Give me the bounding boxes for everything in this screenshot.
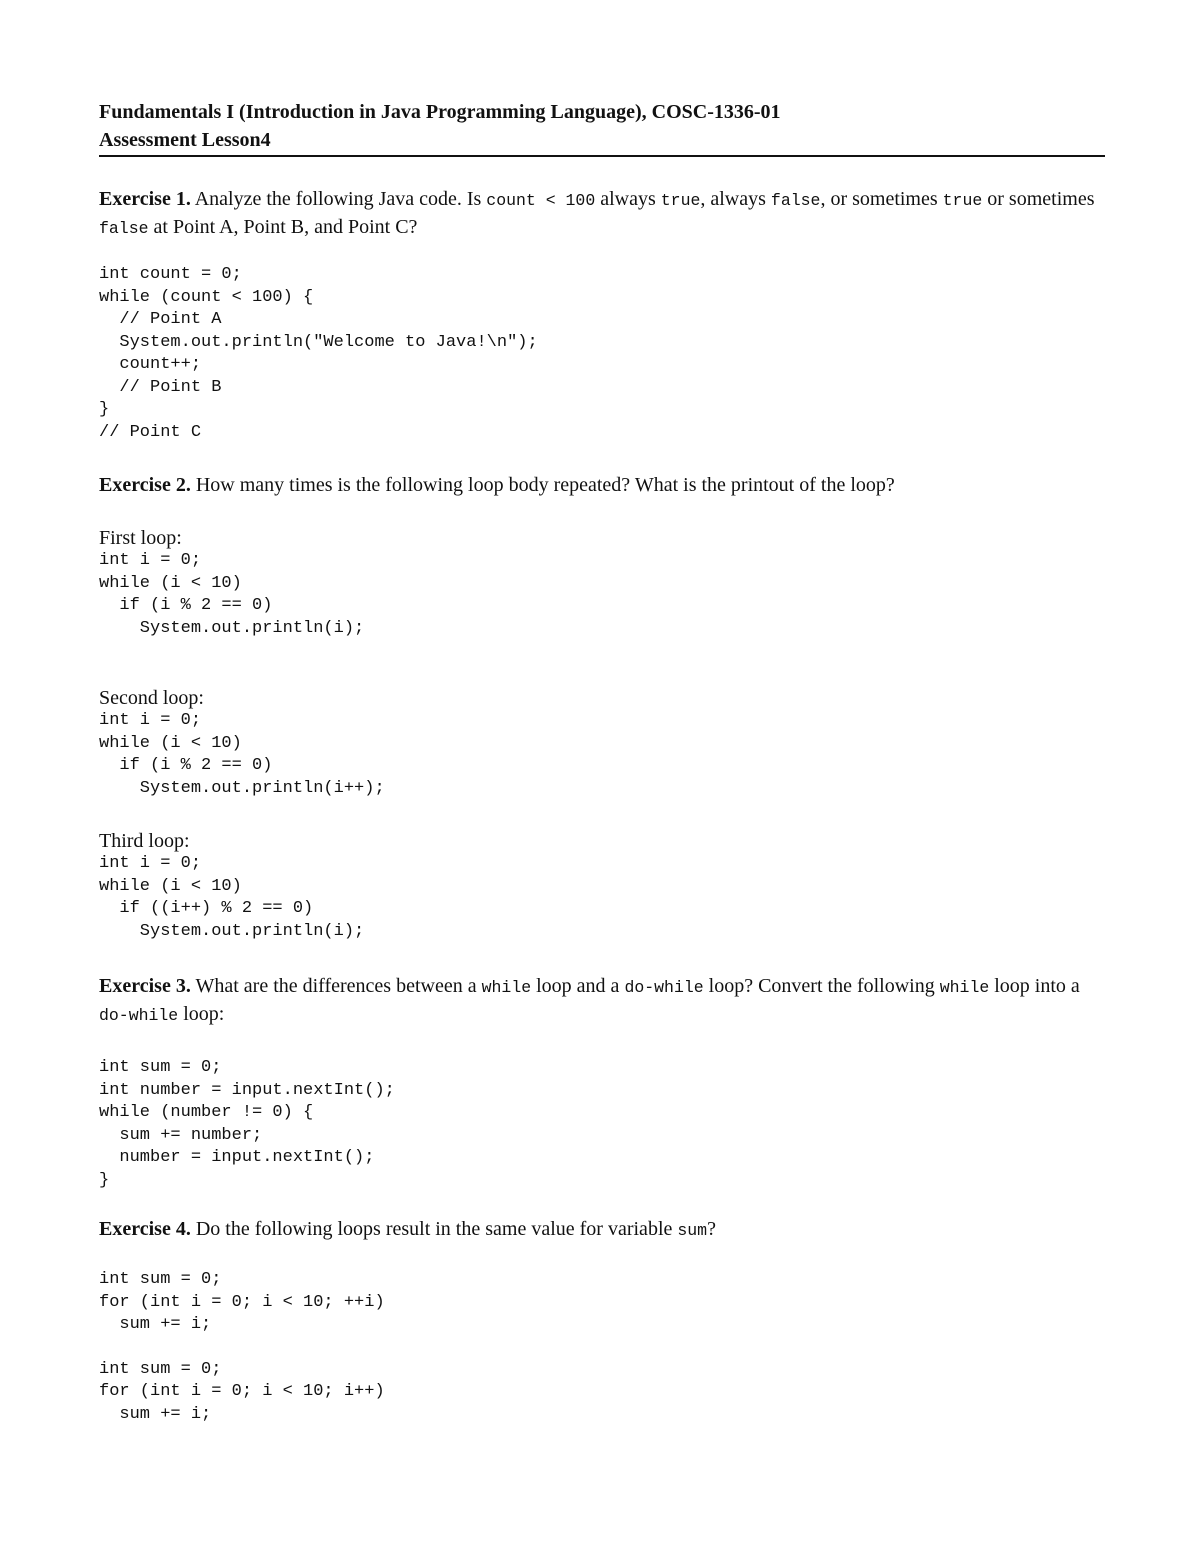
exercise-3-code: int sum = 0; int number = input.nextInt(); while (number != 0) { sum += number; number = input.nextInt(); }	[99, 1058, 395, 1190]
exercise-2-label: Exercise 2.	[99, 474, 191, 496]
exercise-1-label: Exercise 1.	[99, 188, 191, 210]
inline-code: do-while	[99, 1006, 179, 1025]
exercise-4-text: Do the following loops result in the same value for variable	[190, 1218, 678, 1240]
exercise-1-code: int count = 0; while (count < 100) { // Point A System.out.println("Welcome to Java!\n"); count++; // Point B } // Point C	[99, 265, 538, 442]
exercise-1	[99, 186, 1105, 444]
first-loop-code: int i = 0; while (i < 10) if (i % 2 == 0) System.out.println(i);	[99, 551, 365, 638]
third-loop	[99, 829, 1105, 943]
exercise-4-text: ?	[707, 1218, 716, 1240]
exercise-2-text: How many times is the following loop body repeated? What is the printout of the loop?	[190, 474, 895, 496]
exercise-2-prompt	[99, 472, 1105, 499]
exercise-3-text: What are the differences between a	[190, 975, 482, 997]
third-loop-label: Third loop:	[99, 830, 190, 852]
exercise-2	[99, 472, 1105, 499]
exercise-3-label: Exercise 3.	[99, 975, 191, 997]
exercise-1-text: always	[595, 188, 661, 210]
assessment-title: Assessment Lesson4	[99, 129, 271, 151]
second-loop-label: Second loop:	[99, 687, 204, 709]
inline-code: do-while	[624, 978, 704, 997]
second-loop	[99, 686, 1105, 800]
exercise-1-text: at Point A, Point B, and Point C?	[148, 216, 418, 238]
inline-code: while	[481, 978, 532, 997]
exercise-3-text: loop into a	[989, 975, 1080, 997]
exercise-3-text: loop and a	[531, 975, 625, 997]
second-loop-code: int i = 0; while (i < 10) if (i % 2 == 0) System.out.println(i++);	[99, 711, 385, 798]
third-loop-code: int i = 0; while (i < 10) if ((i++) % 2 == 0) System.out.println(i);	[99, 854, 365, 941]
exercise-1-text: , always	[700, 188, 771, 210]
inline-code: true	[942, 191, 983, 210]
header-rule	[99, 155, 1105, 157]
exercise-4-code-2: int sum = 0; for (int i = 0; i < 10; i++) sum += i;	[99, 1359, 385, 1424]
exercise-4-prompt	[99, 1216, 1105, 1244]
exercise-4	[99, 1216, 1105, 1426]
exercise-1-text: Analyze the following Java code. Is	[190, 188, 487, 210]
document-header	[99, 98, 1105, 154]
inline-code: false	[99, 219, 149, 238]
exercise-4-code-1: int sum = 0; for (int i = 0; i < 10; ++i) sum += i;	[99, 1270, 385, 1334]
inline-code: sum	[677, 1221, 708, 1240]
course-title: Fundamentals I (Introduction in Java Programming Language), COSC-1336-01	[99, 101, 781, 123]
first-loop-label: First loop:	[99, 527, 182, 549]
exercise-1-prompt	[99, 186, 1105, 242]
exercise-3-prompt	[99, 973, 1105, 1029]
exercise-1-text: or sometimes	[982, 188, 1095, 210]
exercise-3	[99, 973, 1105, 1192]
inline-code: false	[770, 191, 821, 210]
document-page	[99, 98, 1105, 1424]
inline-code: while	[939, 978, 990, 997]
inline-code: count < 100	[486, 191, 596, 210]
exercise-1-text: , or sometimes	[820, 188, 943, 210]
exercise-4-label: Exercise 4.	[99, 1218, 191, 1240]
exercise-3-text: loop:	[178, 1003, 225, 1025]
exercise-3-text: loop? Convert the following	[703, 975, 940, 997]
first-loop	[99, 526, 1105, 640]
inline-code: true	[660, 191, 701, 210]
